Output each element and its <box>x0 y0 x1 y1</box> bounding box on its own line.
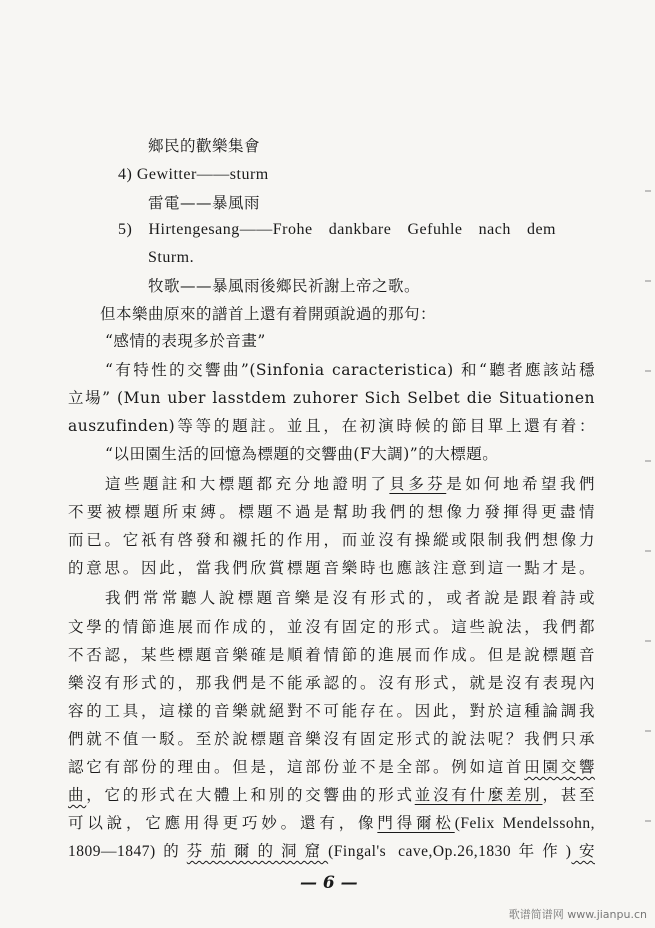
underlined-phrase: 並沒有什麼差別 <box>414 786 543 804</box>
text-span: ，它的形式在大體上和別的交響曲的形式 <box>86 786 415 804</box>
text-line: Sturm. <box>148 249 195 266</box>
text-line: 雷電——暴風雨 <box>148 194 261 212</box>
text-line: 4) Gewitter——sturm <box>118 166 269 183</box>
text-line: 我們常常聽人說標題音樂是沒有形式的，或者說是跟着詩或 <box>105 589 595 607</box>
text-span: 認它有部份的理由。但是，這部份並不是全部。例如這首 <box>68 758 525 776</box>
text-span: ，甚至 <box>542 786 595 804</box>
text-span: 是如何地希望我們 <box>446 475 595 493</box>
text-span: 可以說，它應用得更巧妙。還有，像 <box>68 814 378 832</box>
text-line: 樂沒有形式的，那我們是不能承認的。沒有形式，就是沒有表現內 <box>68 674 595 692</box>
text-line: “有特性的交響曲”(Sinfonia caracteristica) 和“聽者應該站穩 <box>105 361 595 379</box>
text-line: 鄉民的歡樂集會 <box>148 137 261 155</box>
text-span: 這些題註和大標題都充分地證明了 <box>105 475 390 493</box>
text-span: (Fingal's cave,Op.26,1830年作) <box>328 843 572 860</box>
underlined-name: 貝多芬 <box>389 475 447 493</box>
text-line: “感情的表現多於音畫” <box>105 332 266 350</box>
wavy-underlined-title: 曲 <box>68 786 87 804</box>
text-line: 的意思。因此，當我們欣賞標題音樂時也應該注意到這一點才是。 <box>68 559 595 577</box>
text-line: 不否認，某些標題音樂確是順着情節的進展而作成。但是說標題音 <box>68 646 595 664</box>
text-line <box>105 474 595 494</box>
text-line: 而已。它祇有啓發和襯托的作用，而並沒有操縱或限制我們想像力 <box>68 531 595 549</box>
text-span: 1809—1847)的 <box>68 843 187 860</box>
text-span: (Felix Mendelssohn, <box>454 815 595 832</box>
text-line <box>68 813 595 834</box>
page-number: — 6 — <box>300 873 358 893</box>
text-line: auszufinden)等等的題註。並且，在初演時候的節目單上還有着： <box>68 417 595 435</box>
text-line: “以田園生活的回憶為標題的交響曲(F大調)”的大標題。 <box>105 445 499 463</box>
watermark: 歌谱简谱网 www.jianpu.cn <box>508 908 647 921</box>
text-line: 立場” (Mun uber lasstdem zuhorer Sich Selbet die Situationen <box>68 389 595 407</box>
text-line <box>68 757 595 777</box>
text-line <box>68 785 595 805</box>
text-line: 們就不值一駁。至於說標題音樂沒有固定形式的說法呢？我們只承 <box>68 730 595 748</box>
scan-edge-marks <box>645 150 651 850</box>
wavy-underlined-title: 安 <box>571 842 595 860</box>
text-line: 不要被標題所束縛。標題不過是幫助我們的想像力發揮得更盡情 <box>68 503 595 521</box>
text-line: 但本樂曲原來的譜首上還有着開頭說過的那句： <box>100 305 437 323</box>
wavy-underlined-title: 芬茄爾的洞窟 <box>186 842 329 860</box>
text-line: 容的工具，這樣的音樂就絕對不可能存在。因此，對於這種論調我 <box>68 702 595 720</box>
underlined-name: 門得爾松 <box>377 814 455 832</box>
text-line: 牧歌——暴風雨後鄉民祈謝上帝之歌。 <box>148 277 421 295</box>
text-line <box>68 841 595 862</box>
text-line: 文學的情節進展而作成的，並沒有固定的形式。這些說法，我們都 <box>68 618 595 636</box>
text-line: 5) Hirtengesang——Frohe dankbare Gefuhle nach dem <box>118 221 556 238</box>
wavy-underlined-title: 田園交響 <box>524 758 595 776</box>
